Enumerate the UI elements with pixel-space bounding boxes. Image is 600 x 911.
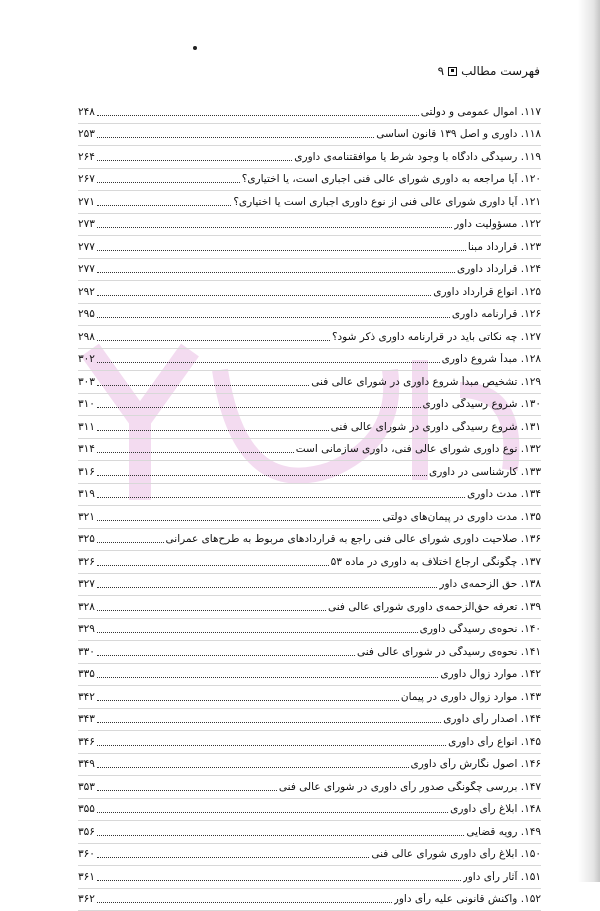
toc-entry <box>78 101 541 124</box>
entry-text: واکنش قانونی علیه رأی داور <box>394 893 518 905</box>
toc-entry <box>78 169 541 192</box>
toc-entry <box>78 731 541 754</box>
entry-text: اصول نگارش رأی داوری <box>411 758 518 770</box>
ink-dot <box>193 46 197 50</box>
entry-page: ۳۵۳ <box>78 781 95 793</box>
entry-text: قرارداد داوری <box>457 263 517 275</box>
entry-page: ۳۲۱ <box>78 511 95 523</box>
entry-title <box>166 533 541 545</box>
dot-leader <box>97 249 466 251</box>
entry-page: ۳۳۰ <box>78 646 95 658</box>
entry-title <box>423 398 541 410</box>
entry-page: ۳۲۹ <box>78 623 95 635</box>
entry-text: رسیدگی دادگاه با وجود شرط یا موافقتنامه‌ی داوری <box>294 151 517 163</box>
toc-entry <box>78 191 541 214</box>
entry-page: ۳۲۵ <box>78 533 95 545</box>
toc-entry <box>78 214 541 237</box>
toc-entry <box>78 281 541 304</box>
entry-page: ۳۳۵ <box>78 668 95 680</box>
entry-number: ۱۲۹. <box>521 376 541 388</box>
toc-entry <box>78 821 541 844</box>
dot-leader <box>97 699 399 701</box>
entry-title <box>357 646 541 658</box>
toc-entry <box>78 754 541 777</box>
dot-leader <box>97 519 381 521</box>
entry-title <box>332 331 541 343</box>
toc-entry <box>78 124 541 147</box>
entry-page: ۳۲۶ <box>78 556 95 568</box>
entry-page: ۳۱۴ <box>78 443 95 455</box>
entry-page: ۳۴۲ <box>78 691 95 703</box>
entry-title <box>421 106 541 118</box>
entry-number: ۱۱۸. <box>521 128 541 140</box>
entry-page: ۳۲۸ <box>78 601 95 613</box>
entry-text: آیا داوری شورای عالی فنی از نوع داوری اجباری است یا اختیاری؟ <box>233 196 517 208</box>
entry-page: ۳۱۱ <box>78 421 95 433</box>
entry-text: اموال عمومی و دولتی <box>421 106 518 118</box>
entry-page: ۲۷۷ <box>78 263 95 275</box>
entry-page: ۲۹۲ <box>78 286 95 298</box>
dot-leader <box>97 744 446 746</box>
entry-page: ۲۷۷ <box>78 241 95 253</box>
entry-text: اصدار رأی داوری <box>443 713 517 725</box>
entry-title <box>439 578 541 590</box>
entry-title <box>466 826 541 838</box>
entry-page: ۳۴۳ <box>78 713 95 725</box>
toc-entry <box>78 844 541 867</box>
dot-leader <box>97 294 431 296</box>
dot-leader <box>97 676 438 678</box>
toc-entry <box>78 439 541 462</box>
entry-page: ۳۰۳ <box>78 376 95 388</box>
dot-leader <box>97 339 330 341</box>
dot-leader <box>97 586 437 588</box>
entry-number: ۱۴۸. <box>521 803 541 815</box>
entry-number: ۱۴۹. <box>521 826 541 838</box>
entry-page: ۲۷۱ <box>78 196 95 208</box>
dot-leader <box>97 901 392 903</box>
entry-text: قرارنامه داوری <box>452 308 517 320</box>
square-bullet-icon <box>448 67 457 76</box>
entry-page: ۳۴۹ <box>78 758 95 770</box>
entry-title <box>331 421 541 433</box>
entry-number: ۱۲۷. <box>521 331 541 343</box>
entry-number: ۱۳۸. <box>521 578 541 590</box>
toc-entry <box>78 146 541 169</box>
dot-leader <box>97 384 309 386</box>
toc-entry <box>78 461 541 484</box>
entry-text: شروع رسیدگی داوری در شورای عالی فنی <box>331 421 518 433</box>
entry-number: ۱۲۳. <box>521 241 541 253</box>
toc-entry <box>78 416 541 439</box>
toc-entry <box>78 799 541 822</box>
entry-title <box>294 151 541 163</box>
toc-entry <box>78 394 541 417</box>
entry-page: ۲۷۳ <box>78 218 95 230</box>
toc-entry <box>78 259 541 282</box>
toc-entry <box>78 866 541 889</box>
entry-text: انواع رأی داوری <box>448 736 517 748</box>
entry-title <box>401 691 541 703</box>
entry-number: ۱۳۶. <box>521 533 541 545</box>
entry-text: مسؤولیت داور <box>454 218 517 230</box>
entry-page: ۲۶۷ <box>78 173 95 185</box>
dot-leader <box>97 429 329 431</box>
entry-title <box>311 376 541 388</box>
toc-entry <box>78 371 541 394</box>
entry-page: ۳۲۷ <box>78 578 95 590</box>
toc-entry <box>78 326 541 349</box>
dot-leader <box>97 834 464 836</box>
entry-number: ۱۴۷. <box>521 781 541 793</box>
entry-title <box>463 871 541 883</box>
entry-number: ۱۵۰. <box>521 848 541 860</box>
dot-leader <box>97 361 440 363</box>
entry-text: شروع رسیدگی داوری <box>423 398 518 410</box>
entry-page: ۲۶۴ <box>78 151 95 163</box>
toc-entry <box>78 304 541 327</box>
dot-leader <box>97 114 419 116</box>
entry-text: ابلاغ رأی داوری <box>450 803 517 815</box>
dot-leader <box>97 856 369 858</box>
page-number: ۹ <box>438 64 444 78</box>
entry-text: مبدأ شروع داوری <box>442 353 518 365</box>
dot-leader <box>97 406 421 408</box>
entry-number: ۱۵۲. <box>521 893 541 905</box>
dot-leader <box>97 609 326 611</box>
entry-page: ۳۰۲ <box>78 353 95 365</box>
entry-text: تعرفه حق‌الزحمه‌ی داوری شورای عالی فنی <box>328 601 517 613</box>
toc-entry <box>78 686 541 709</box>
entry-number: ۱۳۲. <box>521 443 541 455</box>
toc-entry <box>78 349 541 372</box>
entry-text: قرارداد مبنا <box>468 241 518 253</box>
entry-number: ۱۳۰. <box>521 398 541 410</box>
entry-page: ۲۴۸ <box>78 106 95 118</box>
entry-number: ۱۴۳. <box>521 691 541 703</box>
entry-title <box>440 668 541 680</box>
dot-leader <box>97 654 355 656</box>
toc-entry <box>78 596 541 619</box>
entry-title <box>442 353 541 365</box>
toc-entry <box>78 619 541 642</box>
dot-leader <box>97 879 461 881</box>
dot-leader <box>97 271 455 273</box>
entry-number: ۱۳۳. <box>521 466 541 478</box>
toc-entry <box>78 641 541 664</box>
entry-title <box>448 736 541 748</box>
entry-number: ۱۱۹. <box>521 151 541 163</box>
entry-number: ۱۴۵. <box>521 736 541 748</box>
entry-number: ۱۴۲. <box>521 668 541 680</box>
dot-leader <box>97 789 277 791</box>
entry-text: حق الزحمه‌ی داور <box>439 578 517 590</box>
dot-leader <box>97 204 231 206</box>
entry-title <box>296 443 541 455</box>
entry-text: مدت داوری <box>467 488 517 500</box>
entry-title <box>467 488 541 500</box>
dot-leader <box>97 766 409 768</box>
entry-page: ۲۵۳ <box>78 128 95 140</box>
toc-entry <box>78 236 541 259</box>
entry-title <box>452 308 541 320</box>
entry-page: ۳۶۲ <box>78 893 95 905</box>
dot-leader <box>97 564 329 566</box>
entry-text: موارد زوال داوری در پیمان <box>401 691 518 703</box>
entry-title <box>279 781 541 793</box>
entry-text: کارشناسی در داوری <box>429 466 517 478</box>
entry-page: ۳۶۰ <box>78 848 95 860</box>
table-of-contents <box>78 101 541 911</box>
entry-page: ۳۱۰ <box>78 398 95 410</box>
entry-text: داوری و اصل ۱۳۹ قانون اساسی <box>376 128 517 140</box>
entry-number: ۱۴۱. <box>521 646 541 658</box>
entry-number: ۱۴۰. <box>521 623 541 635</box>
dot-leader <box>97 159 292 161</box>
entry-text: موارد زوال داوری <box>440 668 517 680</box>
dot-leader <box>97 136 374 138</box>
toc-entry <box>78 776 541 799</box>
entry-text: مدت داوری در پیمان‌های دولتی <box>382 511 517 523</box>
entry-text: بررسی چگونگی صدور رأی داوری در شورای عالی فنی <box>279 781 517 793</box>
entry-number: ۱۲۴. <box>521 263 541 275</box>
dot-leader <box>97 226 452 228</box>
toc-entry <box>78 484 541 507</box>
entry-number: ۱۳۱. <box>521 421 541 433</box>
dot-leader <box>97 631 418 633</box>
entry-text: نحوه‌ی رسیدگی داوری <box>420 623 518 635</box>
header-title: فهرست مطالب <box>461 64 540 78</box>
entry-title <box>376 128 541 140</box>
entry-title <box>443 713 541 725</box>
toc-entry <box>78 574 541 597</box>
entry-title <box>450 803 541 815</box>
entry-text: نحوه‌ی رسیدگی در شورای عالی فنی <box>357 646 517 658</box>
entry-title <box>468 241 541 253</box>
entry-number: ۱۴۶. <box>521 758 541 770</box>
entry-number: ۱۲۰. <box>521 173 541 185</box>
entry-number: ۱۲۶. <box>521 308 541 320</box>
entry-number: ۱۱۷. <box>521 106 541 118</box>
entry-page: ۳۱۹ <box>78 488 95 500</box>
dot-leader <box>97 181 240 183</box>
entry-page: ۳۵۶ <box>78 826 95 838</box>
entry-title <box>328 601 541 613</box>
entry-text: رویه قضایی <box>466 826 517 838</box>
entry-number: ۱۵۱. <box>521 871 541 883</box>
entry-text: چه نکاتی باید در قرارنامه داوری ذکر شود؟ <box>332 331 517 343</box>
entry-number: ۱۳۴. <box>521 488 541 500</box>
entry-title <box>420 623 541 635</box>
entry-page: ۲۹۸ <box>78 331 95 343</box>
entry-page: ۳۶۱ <box>78 871 95 883</box>
entry-title <box>429 466 541 478</box>
toc-entry <box>78 889 541 911</box>
dot-leader <box>97 474 427 476</box>
toc-entry <box>78 664 541 687</box>
entry-number: ۱۲۵. <box>521 286 541 298</box>
entry-text: صلاحیت داوری شورای عالی فنی راجع به قراردادهای مربوط به طرح‌های عمرانی <box>166 533 518 545</box>
entry-title <box>433 286 541 298</box>
entry-title <box>382 511 541 523</box>
entry-title <box>233 196 541 208</box>
entry-title <box>457 263 541 275</box>
dot-leader <box>97 721 441 723</box>
entry-page: ۳۴۶ <box>78 736 95 748</box>
entry-text: آیا مراجعه به داوری شورای عالی فنی اجباری است، یا اختیاری؟ <box>242 173 518 185</box>
dot-leader <box>97 451 294 453</box>
entry-number: ۱۲۱. <box>521 196 541 208</box>
entry-number: ۱۲۲. <box>521 218 541 230</box>
dot-leader <box>97 316 450 318</box>
entry-text: انواع قرارداد داوری <box>433 286 517 298</box>
scan-edge-shadow <box>578 0 600 882</box>
entry-text: چگونگی ارجاع اختلاف به داوری در ماده ۵۳ <box>331 556 518 568</box>
toc-entry <box>78 529 541 552</box>
entry-title <box>242 173 541 185</box>
entry-title <box>371 848 541 860</box>
toc-entry <box>78 709 541 732</box>
entry-number: ۱۳۹. <box>521 601 541 613</box>
entry-text: نوع داوری شورای عالی فنی، داوری سازمانی است <box>296 443 518 455</box>
entry-title <box>454 218 541 230</box>
toc-entry <box>78 506 541 529</box>
entry-text: آثار رأی داور <box>463 871 518 883</box>
running-header <box>438 64 540 78</box>
entry-number: ۱۳۵. <box>521 511 541 523</box>
entry-number: ۱۳۷. <box>521 556 541 568</box>
entry-page: ۳۵۵ <box>78 803 95 815</box>
entry-page: ۳۱۶ <box>78 466 95 478</box>
dot-leader <box>97 496 465 498</box>
entry-number: ۱۲۸. <box>521 353 541 365</box>
entry-text: ابلاغ رأی داوری شورای عالی فنی <box>371 848 517 860</box>
entry-page: ۲۹۵ <box>78 308 95 320</box>
entry-text: تشخیص مبدأ شروع داوری در شورای عالی فنی <box>311 376 517 388</box>
entry-title <box>331 556 541 568</box>
toc-entry <box>78 551 541 574</box>
dot-leader <box>97 811 448 813</box>
dot-leader <box>97 541 164 543</box>
entry-title <box>394 893 541 905</box>
entry-title <box>411 758 541 770</box>
entry-number: ۱۴۴. <box>521 713 541 725</box>
